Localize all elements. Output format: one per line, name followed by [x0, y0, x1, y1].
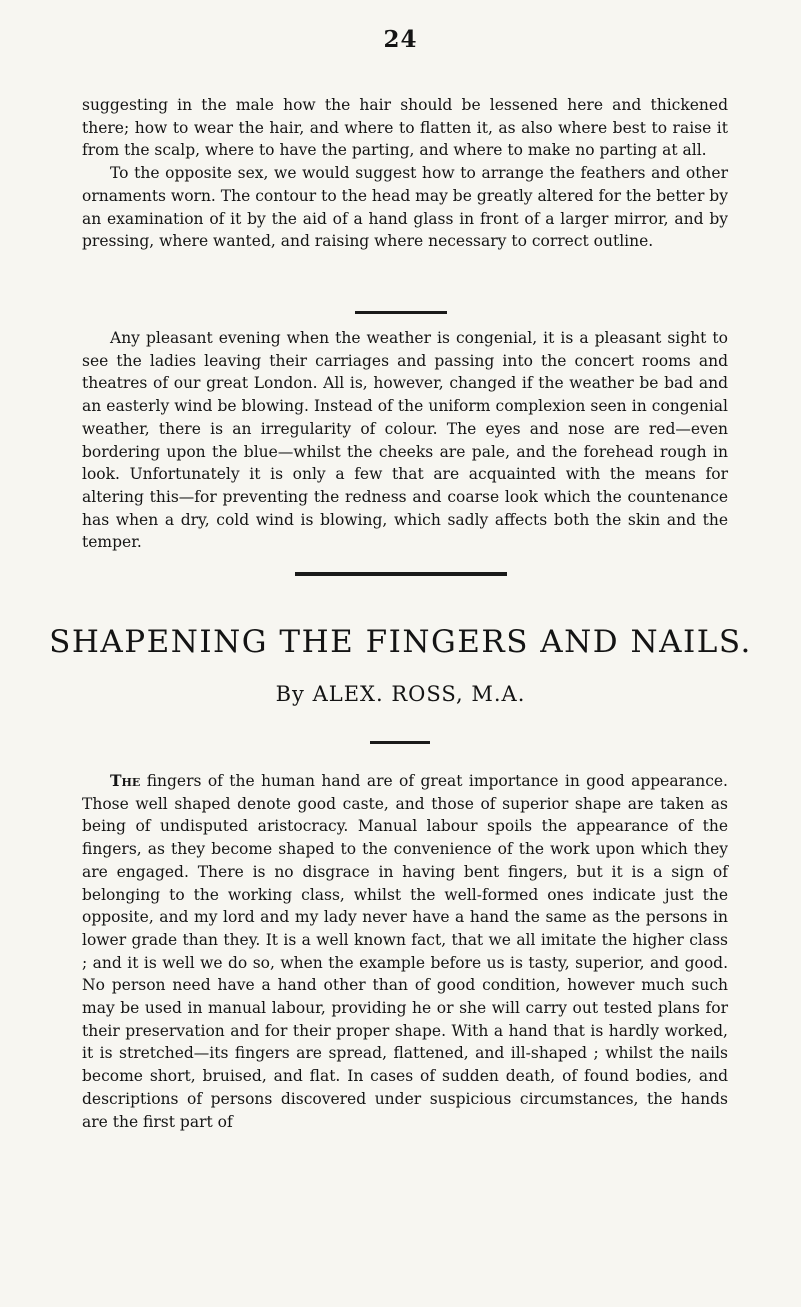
article-body-text: fingers of the human hand are of great importance in good appearance. Those well shaped denote good caste, and those of superior shape are taken as being of undisputed aristocracy. Manual labour spoils the appearance of the fingers, as they become shaped to the convenience of the work upon which they are engaged. There is no disgrace in having bent fingers, but it is a sign of belonging to the working class, whilst the well-formed ones indicate just the opposite, and my lord and my lady never have a hand the same as the persons in lower grade than they. It is a well known fact, that we all imitate the higher class ; and it is well we do so, when the example before us is tasty, superior, and good. No person need have a hand other than of good condition, however much such may be used in manual labour, providing he or she will carry out tested plans for their preservation and for their proper shape. With a hand that is hardly worked, it is stretched—its fingers are spread, flattened, and ill-shaped ; whilst the nails become short, bruised, and flat. In cases of sudden death, of found bodies, and descriptions of persons discovered under suspicious circumstances, the hands are the first part of: [82, 772, 728, 1131]
page-number: 24: [383, 26, 418, 53]
paragraph-ornaments: To the opposite sex, we would suggest how to arrange the feathers and other ornaments worn. The contour to the head may be greatly altered for the better by an examination of it by the aid of a hand glass in front of a larger mirror, and by pressing, where wanted, and raising where necessary to correct outline.: [82, 164, 728, 251]
article-divider: [295, 572, 507, 576]
article-paragraph: [82, 770, 728, 1133]
article-first-word: The: [110, 771, 141, 790]
article-byline: By ALEX. ROSS, M.A.: [275, 682, 526, 706]
section-divider: [355, 311, 447, 314]
article-heading: SHAPENING THE FINGERS AND NAILS.: [49, 624, 752, 660]
paragraph-hair: suggesting in the male how the hair should be lessened here and thickened there; how to wear the hair, and where to flatten it, as also where best to raise it from the scalp, where to have the parting, and where to make no parting at all.: [82, 96, 728, 160]
top-paragraphs: [82, 94, 728, 253]
byline-divider: [370, 741, 430, 744]
paragraph-weather: Any pleasant evening when the weather is congenial, it is a pleasant sight to see the ladies leaving their carriages and passing into the concert rooms and theatres of our great London. All is, however, changed if the weather be bad and an easterly wind be blowing. Instead of the uniform complexion seen in congenial weather, there is an irregularity of colour. The eyes and nose are red—even bordering upon the blue—whilst the cheeks are pale, and the forehead rough in look. Unfortunately it is only a few that are acquainted with the means for altering this—for preventing the redness and coarse look which the countenance has when a dry, cold wind is blowing, which sadly affects both the skin and the temper.: [82, 329, 728, 552]
article-body: [82, 770, 728, 1133]
middle-section: [82, 327, 728, 554]
